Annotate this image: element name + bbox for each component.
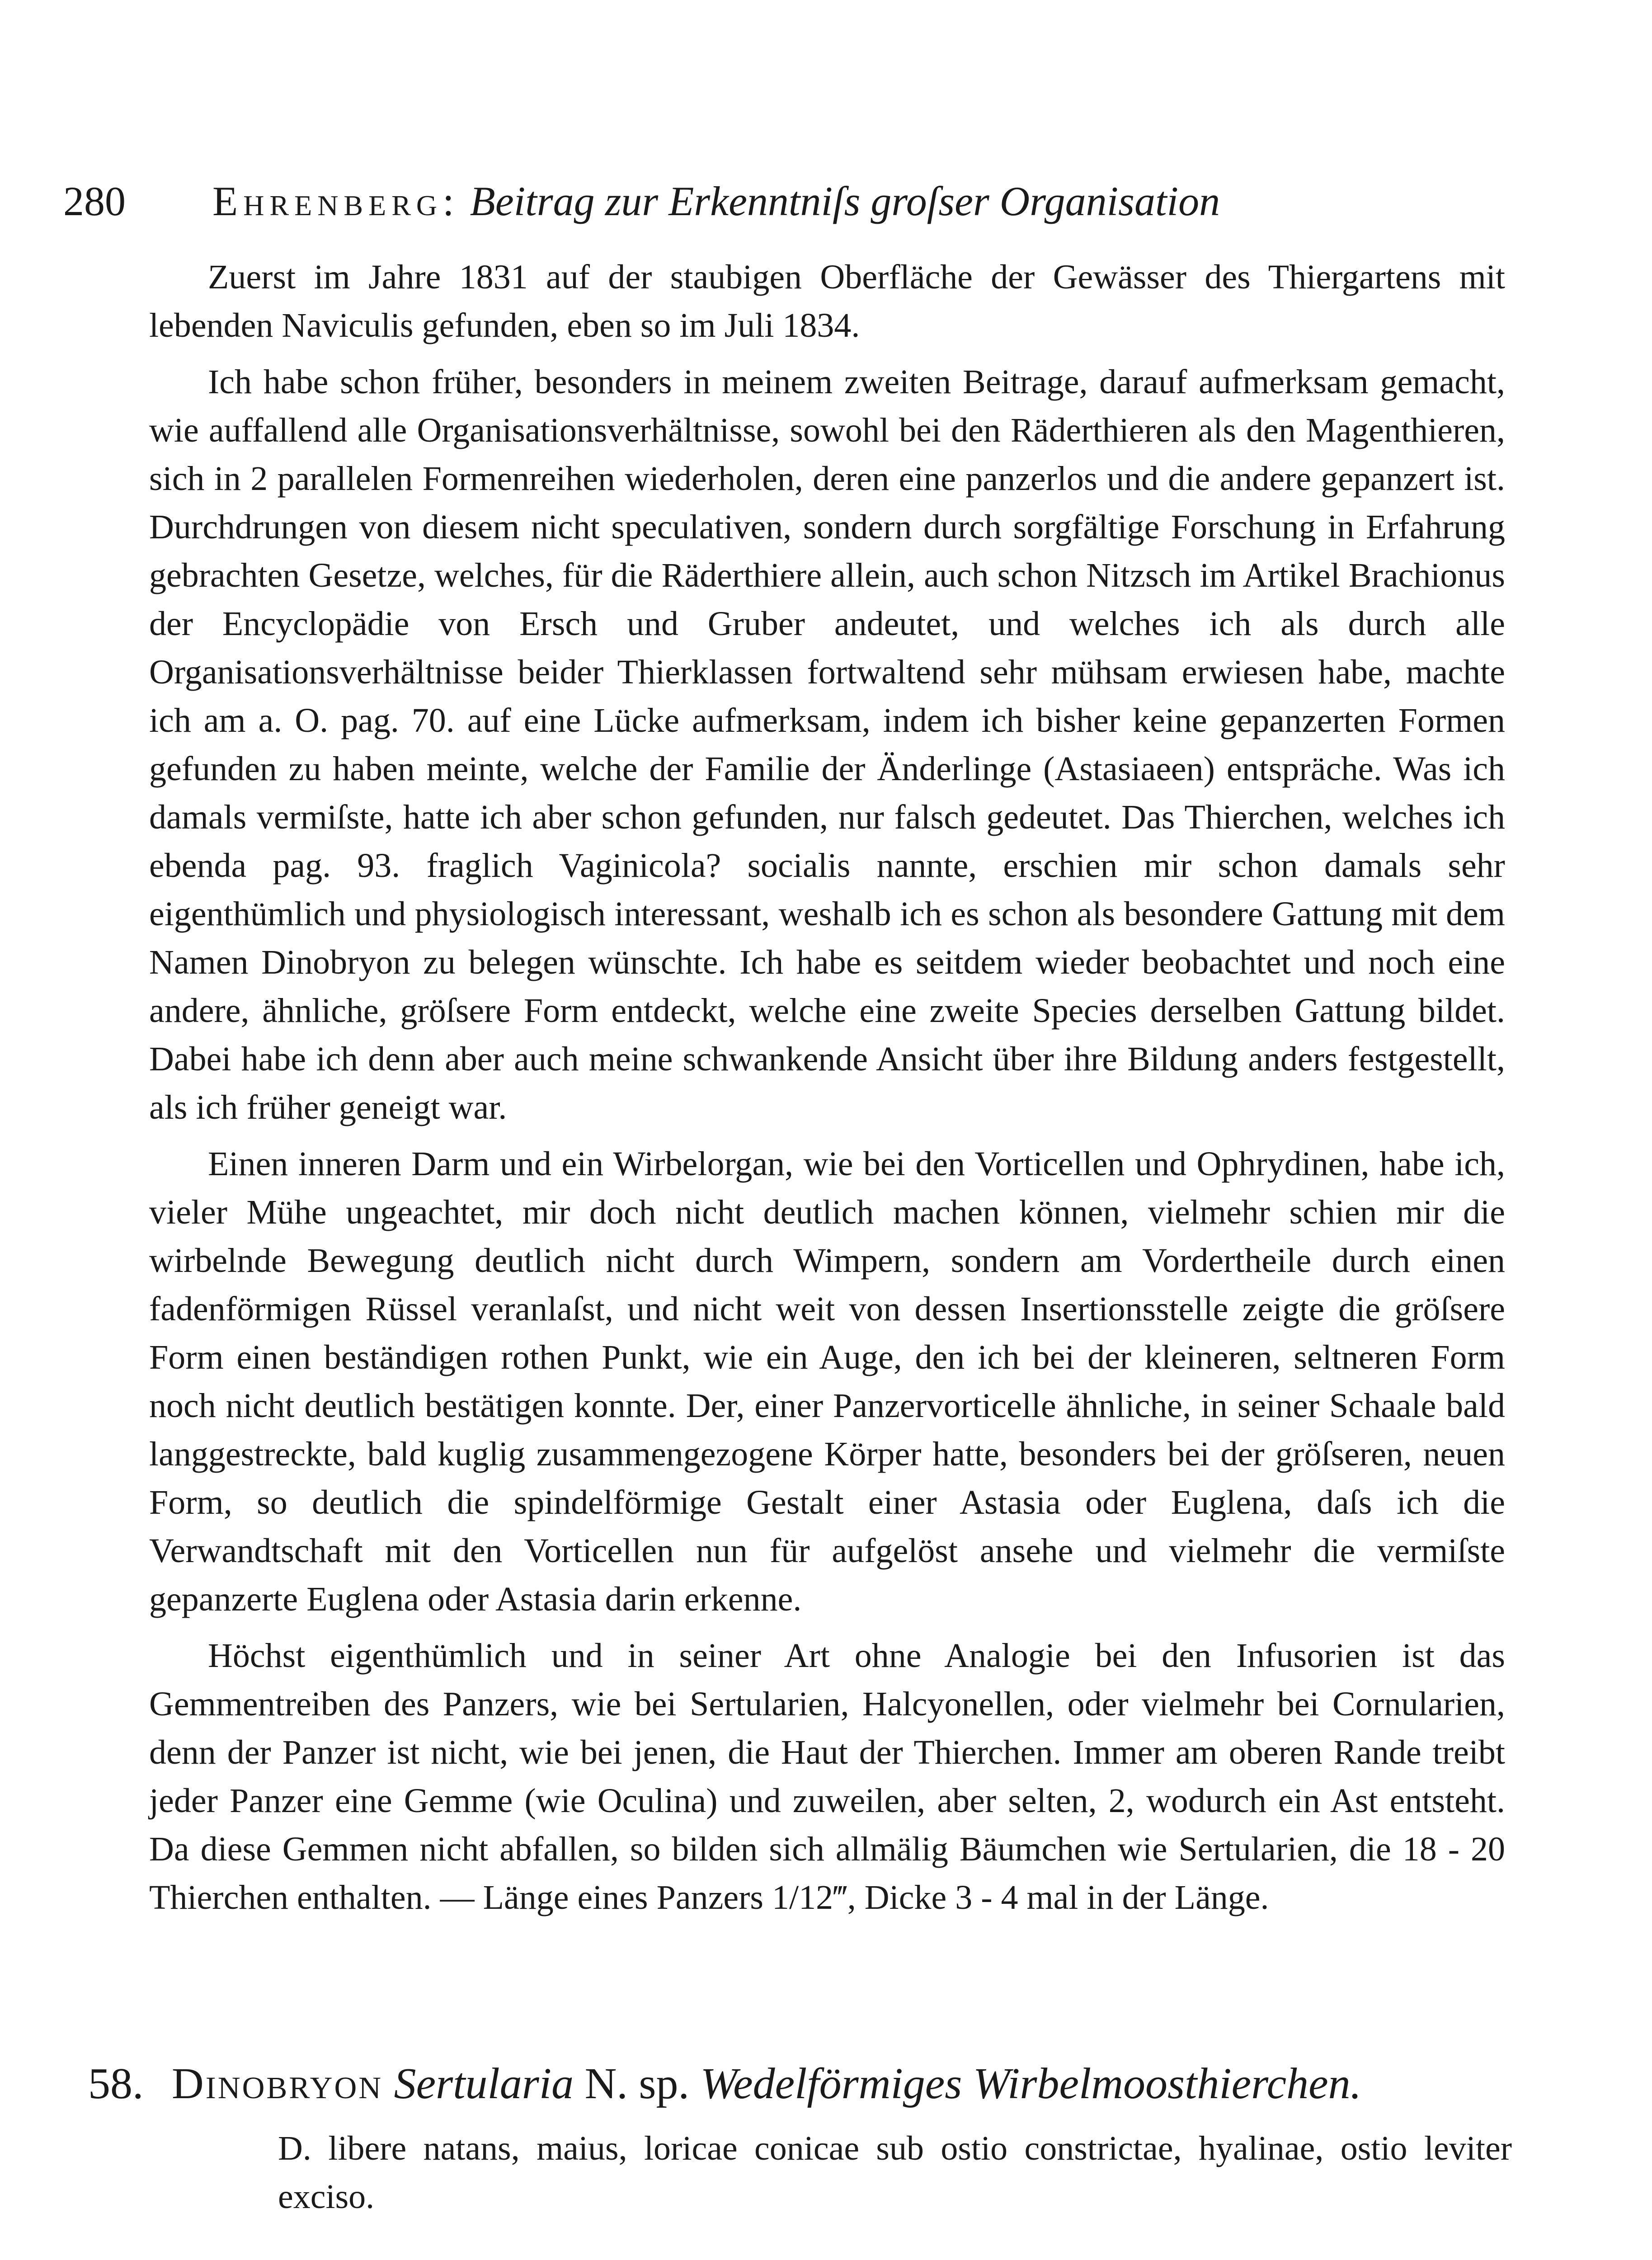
header-author: Ehrenberg:: [212, 178, 460, 224]
page-number: 280: [63, 178, 126, 224]
header-title: Beitrag zur Erkenntniſs groſser Organisation: [470, 178, 1220, 224]
paragraph-3: Einen inneren Darm und ein Wirbelorgan, wie bei den Vorticellen und Ophrydinen, habe ich, vieler Mühe ungeachtet, mir doch nicht deutlich machen können, vielmehr schien mir die wirbelnde Bewegung deutlich nicht durch Wimpern, sondern am Vordertheile durch einen fadenförmigen Rüssel veranlaſst, und nicht weit von dessen Insertionsstelle zeigte die gröſsere Form einen beständigen rothen Punkt, wie ein Auge, den ich bei der kleineren, seltneren Form noch nicht deutlich bestätigen konnte. Der, einer Panzervorticelle ähnliche, in seiner Schaale bald langgestreckte, bald kuglig zusammengezogene Körper hatte, besonders bei der gröſseren, neuen Form, so deutlich die spindelförmige Gestalt einer Astasia oder Euglena, daſs ich die Verwandtschaft mit den Vorticellen nun für aufgelöst ansehe und vielmehr die vermiſste gepanzerte Euglena oder Astasia darin erkenne.: [149, 1145, 1505, 1618]
species-genus: Dinobryon: [172, 2059, 383, 2108]
species-heading: [88, 2052, 1512, 2115]
body-text: [149, 253, 1505, 1922]
species-epithet: Sertularia: [394, 2059, 574, 2108]
species-common-name: Wedelförmiges Wirbelmoosthierchen.: [700, 2059, 1362, 2108]
species-diagnosis: D. libere natans, maius, loricae conicae sub ostio constrictae, hyalinae, ostio leviter exciso.: [278, 2129, 1512, 2216]
species-status: N. sp.: [584, 2059, 690, 2108]
paragraph-4: Höchst eigenthümlich und in seiner Art ohne Analogie bei den Infusorien ist das Gemmentreiben des Panzers, wie bei Sertularien, Halcyonellen, oder vielmehr bei Cornularien, denn der Panzer ist nicht, wie bei jenen, die Haut der Thierchen. Immer am oberen Rande treibt jeder Panzer eine Gemme (wie Oculina) und zuweilen, aber selten, 2, wodurch ein Ast entsteht. Da diese Gemmen nicht abfallen, so bilden sich allmälig Bäumchen wie Sertularien, die 18 - 20 Thierchen enthalten. — Länge eines Panzers 1/12‴, Dicke 3 - 4 mal in der Länge.: [149, 1637, 1505, 1916]
paragraph-1: Zuerst im Jahre 1831 auf der staubigen Oberfläche der Gewässer des Thiergartens mit lebenden Naviculis gefunden, eben so im Juli 1834.: [149, 258, 1505, 344]
running-header: [63, 167, 1510, 235]
paragraph-2: Ich habe schon früher, besonders in meinem zweiten Beitrage, darauf aufmerksam gemacht, wie auffallend alle Organisationsverhältnisse, sowohl bei den Räderthieren als den Magenthieren, sich in 2 parallelen Formenreihen wiederholen, deren eine panzerlos und die andere gepanzert ist. Durchdrungen von diesem nicht speculativen, sondern durch sorgfältige Forschung in Erfahrung gebrachten Gesetze, welches, für die Räderthiere allein, auch schon Nitzsch im Artikel Brachionus der Encyclopädie von Ersch und Gruber andeutet, und welches ich als durch alle Organisationsverhältnisse beider Thierklassen fortwaltend sehr mühsam erwiesen habe, machte ich am a. O. pag. 70. auf eine Lücke aufmerksam, indem ich bisher keine gepanzerten Formen gefunden zu haben meinte, welche der Familie der Änderlinge (Astasiaeen) entspräche. Was ich damals vermiſste, hatte ich aber schon gefunden, nur falsch gedeutet. Das Thierchen, welches ich ebenda pag. 93. fraglich Vaginicola? socialis nannte, erschien mir schon damals sehr eigenthümlich und physiologisch interessant, weshalb ich es schon als besondere Gattung mit dem Namen Dinobryon zu belegen wünschte. Ich habe es seitdem wieder beobachtet und noch eine andere, ähnliche, gröſsere Form entdeckt, welche eine zweite Species derselben Gattung bildet. Dabei habe ich denn aber auch meine schwankende Ansicht über ihre Bildung anders festgestellt, als ich früher geneigt war.: [149, 363, 1505, 1126]
species-number: 58.: [88, 2059, 144, 2108]
